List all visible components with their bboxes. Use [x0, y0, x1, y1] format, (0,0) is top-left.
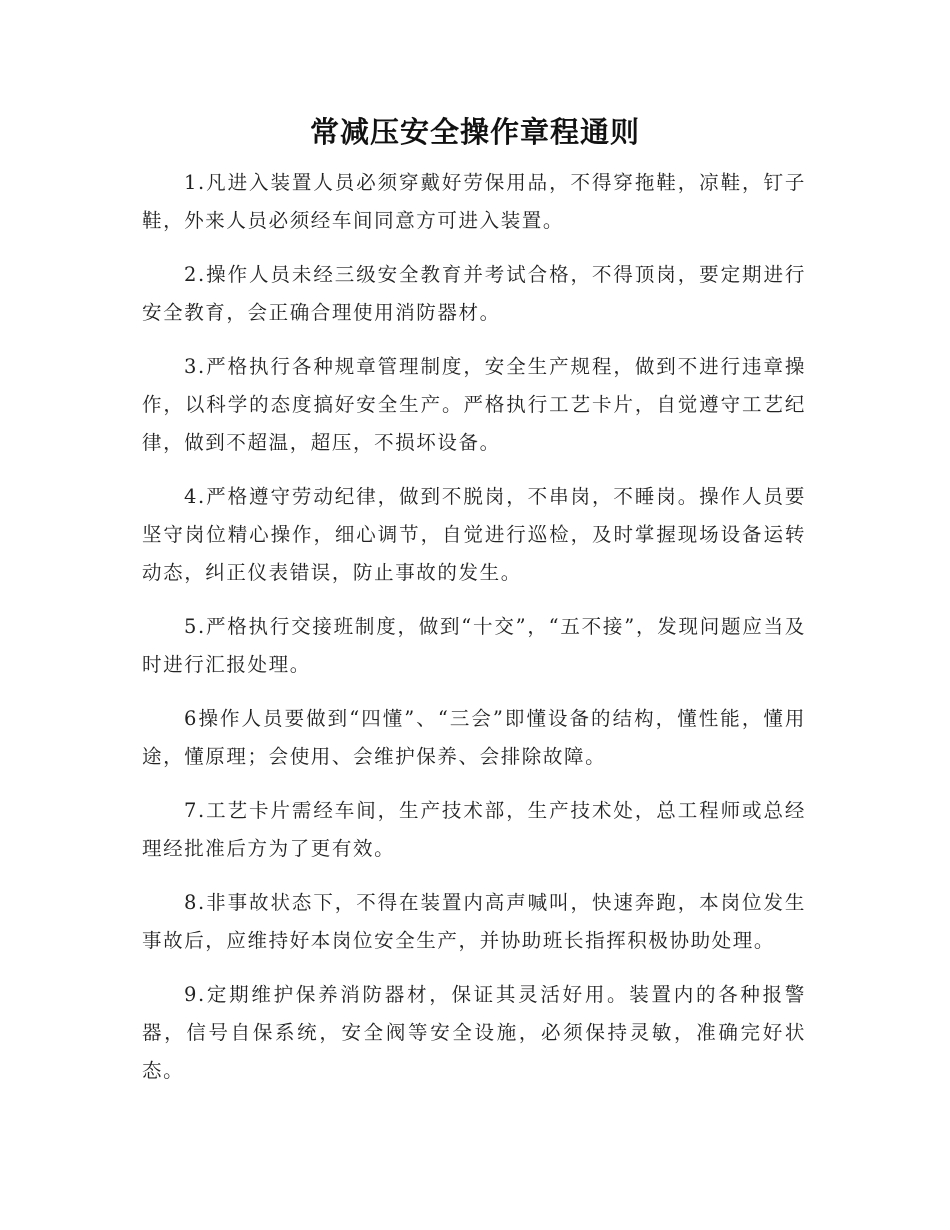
rule-paragraph-1: 1.凡进入装置人员必须穿戴好劳保用品，不得穿拖鞋，凉鞋，钉子鞋，外来人员必须经车间同意方可进入装置。	[142, 171, 806, 232]
rule-paragraph-6: 6操作人员要做到“四懂”、“三会”即懂设备的结构，懂性能，懂用途，懂原理；会使用、会维护保养、会排除故障。	[142, 707, 806, 768]
rule-paragraph-9: 9.定期维护保养消防器材，保证其灵活好用。装置内的各种报警器，信号自保系统，安全阀等安全设施，必须保持灵敏，准确完好状态。	[142, 983, 806, 1082]
document-body	[142, 164, 806, 1106]
rule-paragraph-2: 2.操作人员未经三级安全教育并考试合格，不得顶岗，要定期进行安全教育，会正确合理使用消防器材。	[142, 263, 806, 324]
rule-paragraph-8: 8.非事故状态下，不得在装置内高声喊叫，快速奔跑，本岗位发生事故后，应维持好本岗位安全生产，并协助班长指挥积极协助处理。	[142, 891, 806, 952]
rule-paragraph-5: 5.严格执行交接班制度，做到“十交”，“五不接”，发现问题应当及时进行汇报处理。	[142, 615, 806, 676]
document-title: 常减压安全操作章程通则	[309, 115, 640, 149]
rule-paragraph-7: 7.工艺卡片需经车间，生产技术部，生产技术处，总工程师或总经理经批准后方为了更有效。	[142, 799, 806, 860]
rule-paragraph-3: 3.严格执行各种规章管理制度，安全生产规程，做到不进行违章操作，以科学的态度搞好安全生产。严格执行工艺卡片，自觉遵守工艺纪律，做到不超温，超压，不损坏设备。	[142, 355, 806, 454]
rule-paragraph-4: 4.严格遵守劳动纪律，做到不脱岗，不串岗，不睡岗。操作人员要坚守岗位精心操作，细心调节，自觉进行巡检，及时掌握现场设备运转动态，纠正仪表错误，防止事故的发生。	[142, 485, 806, 584]
